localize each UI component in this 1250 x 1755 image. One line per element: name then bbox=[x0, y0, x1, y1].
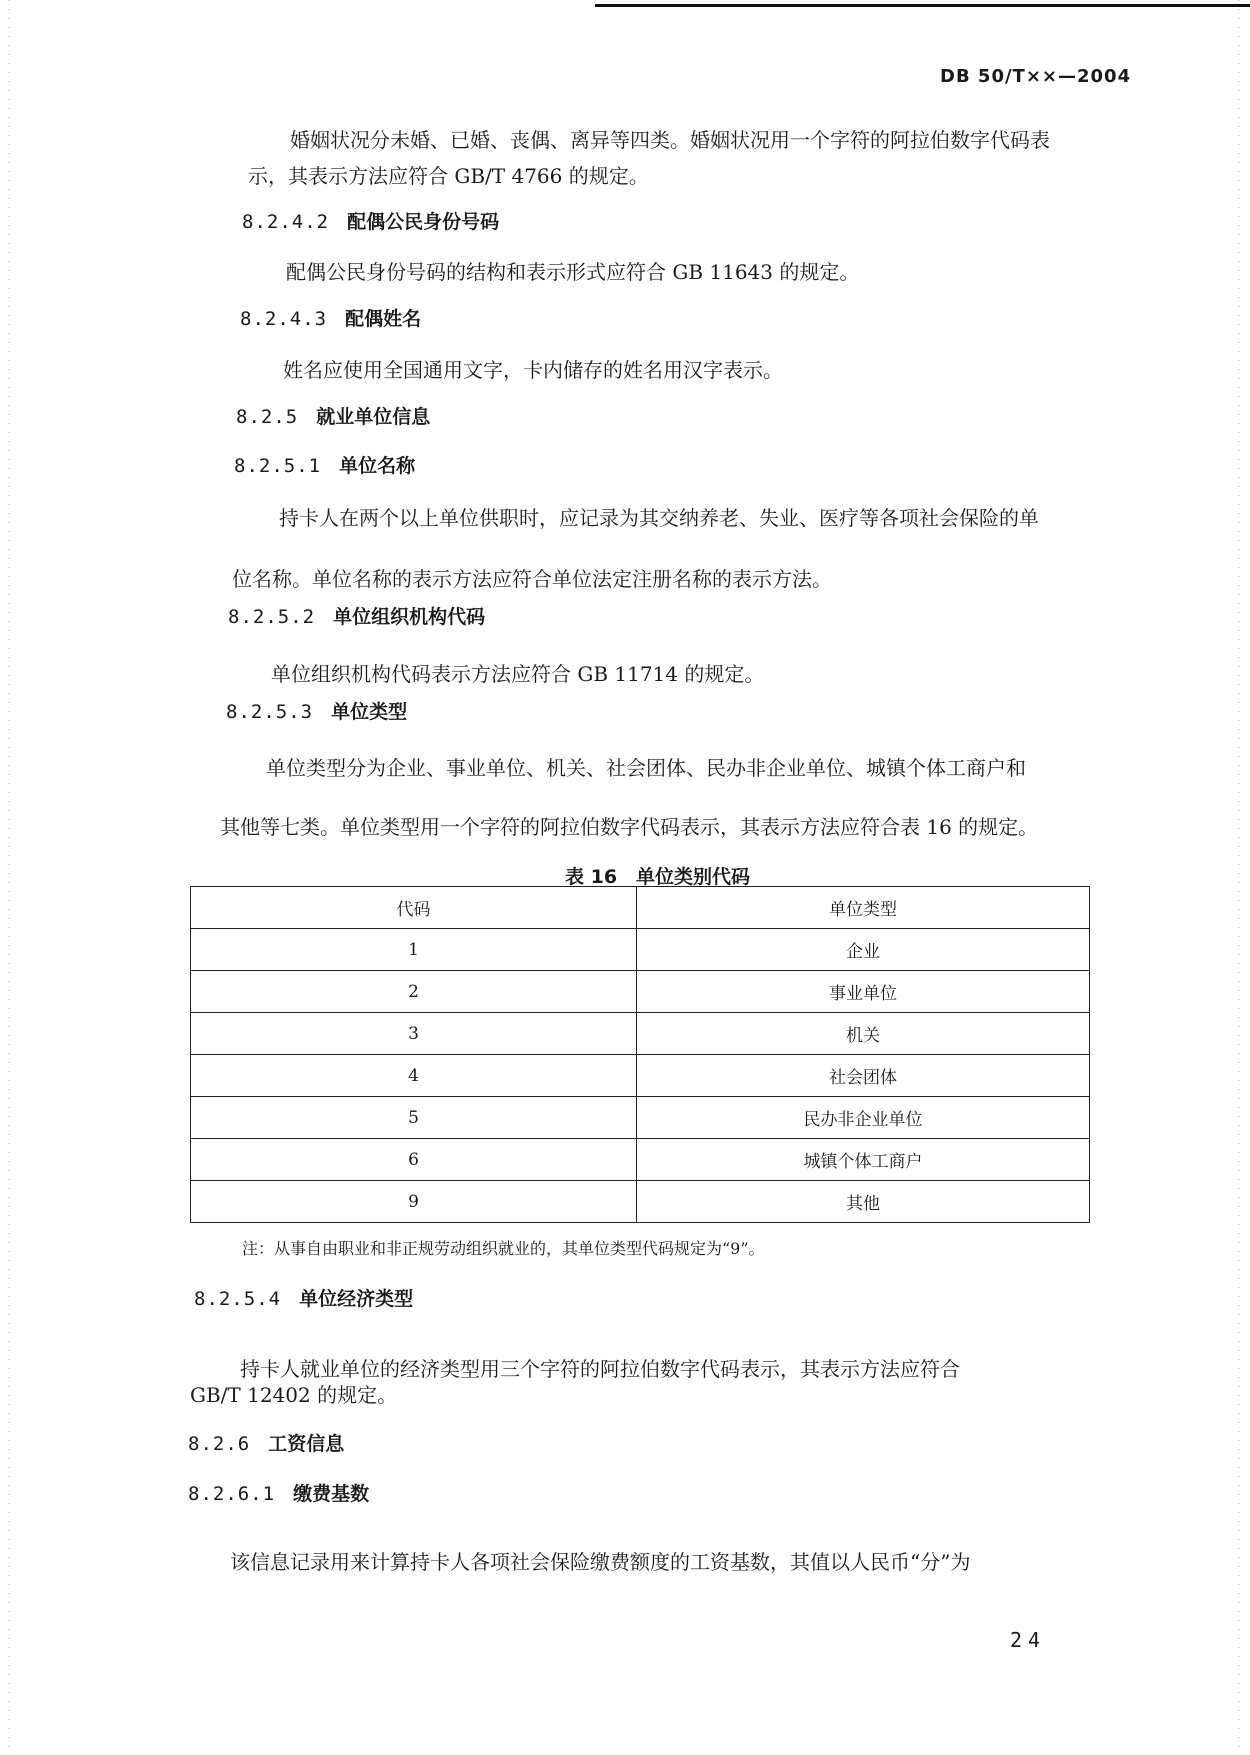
document-code: DB 50/T××—2004 bbox=[940, 66, 1132, 87]
section-heading-826 bbox=[188, 1430, 344, 1458]
section-title: 单位类型 bbox=[331, 701, 408, 723]
table-header-code: 代码 bbox=[191, 887, 637, 929]
section-heading-825 bbox=[236, 403, 430, 431]
table-cell-code: 1 bbox=[191, 929, 637, 971]
section-title: 单位组织机构代码 bbox=[333, 606, 486, 628]
table-cell-unit-type: 其他 bbox=[637, 1181, 1090, 1223]
section-number: 8.2.5.4 bbox=[194, 1288, 282, 1310]
paragraph-org-code: 单位组织机构代码表示方法应符合 GB 11714 的规定。 bbox=[271, 662, 765, 686]
section-number: 8.2.6.1 bbox=[188, 1483, 276, 1505]
section-heading-8243 bbox=[240, 305, 421, 333]
section-title: 单位名称 bbox=[339, 455, 416, 477]
section-number: 8.2.5.3 bbox=[226, 701, 314, 723]
table-header-row bbox=[191, 887, 1090, 929]
section-title: 工资信息 bbox=[268, 1433, 345, 1455]
section-number: 8.2.5.2 bbox=[228, 606, 316, 628]
table-row bbox=[191, 1181, 1090, 1223]
section-title: 就业单位信息 bbox=[316, 406, 431, 428]
paragraph-marital-line1: 婚姻状况分未婚、已婚、丧偶、离异等四类。婚姻状况用一个字符的阿拉伯数字代码表 bbox=[290, 128, 1050, 152]
section-title: 单位经济类型 bbox=[299, 1288, 414, 1310]
table-cell-unit-type: 事业单位 bbox=[637, 971, 1090, 1013]
section-number: 8.2.5 bbox=[236, 406, 299, 428]
table-cell-unit-type: 企业 bbox=[637, 929, 1090, 971]
table-cell-unit-type: 社会团体 bbox=[637, 1055, 1090, 1097]
table-cell-code: 9 bbox=[191, 1181, 637, 1223]
table-row bbox=[191, 1055, 1090, 1097]
scan-edge-right bbox=[1238, 0, 1240, 1755]
table-cell-unit-type: 民办非企业单位 bbox=[637, 1097, 1090, 1139]
section-title: 配偶姓名 bbox=[345, 308, 422, 330]
section-heading-8254 bbox=[194, 1285, 413, 1313]
section-number: 8.2.5.1 bbox=[234, 455, 322, 477]
table-row bbox=[191, 1139, 1090, 1181]
table-header-unit-type: 单位类型 bbox=[637, 887, 1090, 929]
table-cell-code: 5 bbox=[191, 1097, 637, 1139]
table-cell-unit-type: 机关 bbox=[637, 1013, 1090, 1055]
table-cell-code: 4 bbox=[191, 1055, 637, 1097]
paragraph-contribution-base-line1: 该信息记录用来计算持卡人各项社会保险缴费额度的工资基数，其值以人民币“分”为 bbox=[230, 1550, 971, 1574]
scan-edge-left bbox=[8, 0, 10, 1755]
section-number: 8.2.4.3 bbox=[240, 308, 328, 330]
paragraph-unit-type-line1: 单位类型分为企业、事业单位、机关、社会团体、民办非企业单位、城镇个体工商户和 bbox=[266, 756, 1026, 780]
table-cell-unit-type: 城镇个体工商户 bbox=[637, 1139, 1090, 1181]
page-number: 24 bbox=[1010, 1628, 1047, 1652]
table-row bbox=[191, 971, 1090, 1013]
table-cell-code: 3 bbox=[191, 1013, 637, 1055]
section-title: 缴费基数 bbox=[293, 1483, 370, 1505]
section-heading-8252 bbox=[228, 603, 485, 631]
unit-type-code-table bbox=[190, 886, 1090, 1223]
paragraph-spouse-id: 配偶公民身份号码的结构和表示形式应符合 GB 11643 的规定。 bbox=[286, 260, 860, 284]
table-row bbox=[191, 1013, 1090, 1055]
section-heading-8251 bbox=[234, 452, 415, 480]
section-heading-8242 bbox=[242, 208, 499, 236]
section-title: 配偶公民身份号码 bbox=[347, 211, 500, 233]
paragraph-marital-line2: 示，其表示方法应符合 GB/T 4766 的规定。 bbox=[248, 164, 649, 188]
table-row bbox=[191, 929, 1090, 971]
paragraph-econ-type-line1: 持卡人就业单位的经济类型用三个字符的阿拉伯数字代码表示，其表示方法应符合 bbox=[240, 1357, 960, 1381]
paragraph-spouse-name: 姓名应使用全国通用文字，卡内储存的姓名用汉字表示。 bbox=[283, 358, 783, 382]
paragraph-unit-name-line1: 持卡人在两个以上单位供职时，应记录为其交纳养老、失业、医疗等各项社会保险的单 bbox=[279, 506, 1039, 530]
header-rule bbox=[595, 4, 1250, 7]
table-row bbox=[191, 1097, 1090, 1139]
paragraph-econ-type-line2: GB/T 12402 的规定。 bbox=[190, 1383, 398, 1407]
table-note: 注：从事自由职业和非正规劳动组织就业的，其单位类型代码规定为“9”。 bbox=[242, 1239, 765, 1258]
section-heading-8261 bbox=[188, 1480, 369, 1508]
table-caption: 表 16 单位类别代码 bbox=[565, 866, 751, 888]
paragraph-unit-name-line2: 位名称。单位名称的表示方法应符合单位法定注册名称的表示方法。 bbox=[232, 567, 832, 591]
section-heading-8253 bbox=[226, 698, 407, 726]
section-number: 8.2.6 bbox=[188, 1433, 251, 1455]
table-cell-code: 2 bbox=[191, 971, 637, 1013]
section-number: 8.2.4.2 bbox=[242, 211, 330, 233]
paragraph-unit-type-line2: 其他等七类。单位类型用一个字符的阿拉伯数字代码表示，其表示方法应符合表 16 的规定。 bbox=[220, 815, 1039, 839]
table-cell-code: 6 bbox=[191, 1139, 637, 1181]
